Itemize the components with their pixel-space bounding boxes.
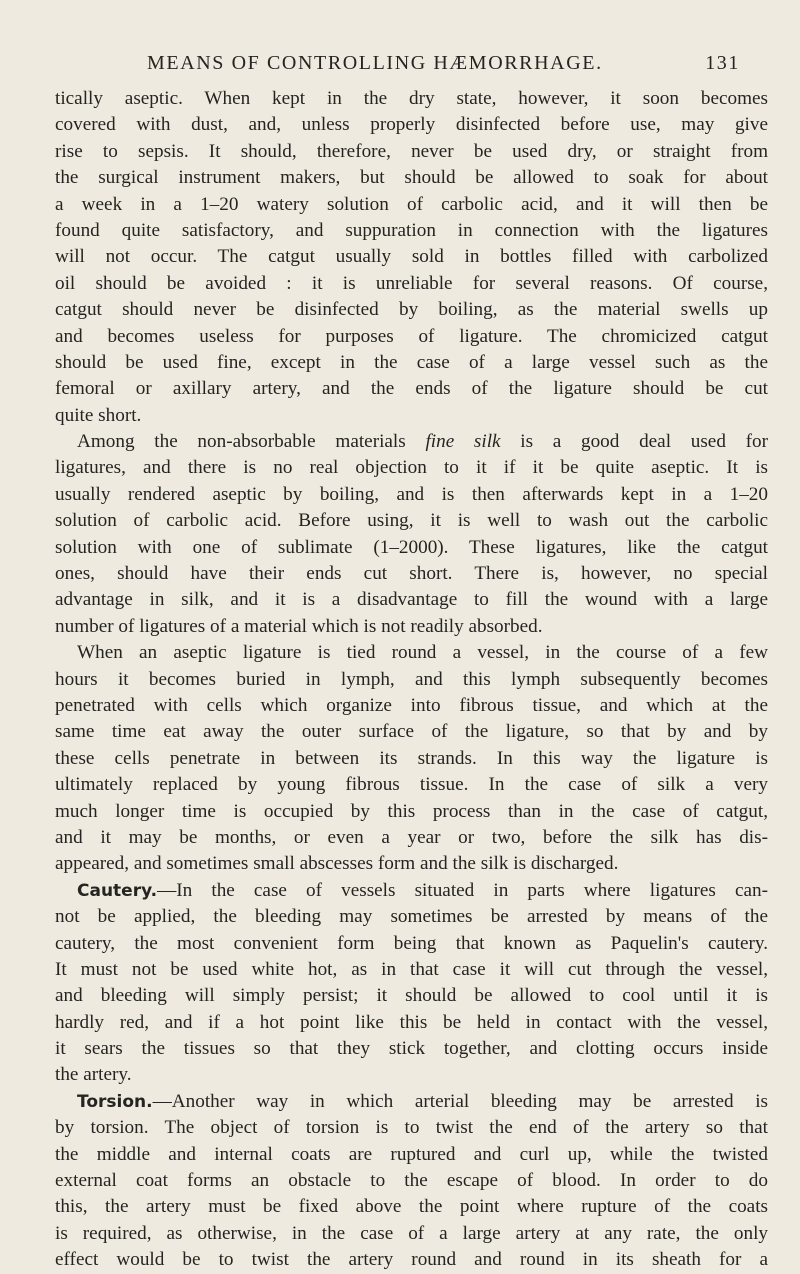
text-line [55, 1247, 768, 1273]
text-run: rise to sepsis. It should, therefore, never be used dry, or straight from [55, 140, 768, 162]
text-line [55, 112, 768, 138]
text-line [55, 218, 768, 244]
text-run: external coat forms an obstacle to the escape of blood. In order to do [55, 1170, 768, 1192]
section-heading-cautery: Cautery. [77, 880, 158, 901]
text-line [55, 904, 768, 930]
text-run: —In the case of vessels situated in parts where ligatures can- [157, 879, 768, 901]
text-line [55, 1168, 768, 1194]
text-line [55, 957, 768, 983]
text-run: and becomes useless for purposes of ligature. The chromicized catgut [55, 325, 768, 347]
text-run: catgut should never be disinfected by boiling, as the material swells up [55, 299, 768, 321]
text-line [55, 429, 768, 455]
text-line [55, 1010, 768, 1036]
text-line [55, 297, 768, 323]
text-line [55, 983, 768, 1009]
text-line [55, 1089, 768, 1115]
text-run: it sears the tissues so that they stick together, and clotting occurs inside [55, 1038, 768, 1060]
text-run: is a good deal used for [500, 431, 768, 453]
body-text [55, 86, 768, 1274]
text-run: femoral or axillary artery, and the ends of the ligature should be cut [55, 378, 768, 400]
text-run: ultimately replaced by young fibrous tissue. In the case of silk a very [55, 774, 768, 796]
running-head [55, 44, 768, 84]
text-run: number of ligatures of a material which is not readily absorbed. [55, 615, 543, 637]
text-line [55, 508, 768, 534]
text-run: oil should be avoided : it is unreliable for several reasons. Of course, [55, 272, 768, 294]
text-line [55, 746, 768, 772]
text-run: solution with one of sublimate (1–2000). These ligatures, like the catgut [55, 536, 768, 558]
text-run: the middle and internal coats are ruptured and curl up, while the twisted [55, 1143, 768, 1165]
text-run: same time eat away the outer surface of the ligature, so that by and by [55, 721, 768, 743]
text-line [55, 455, 768, 481]
text-line [55, 825, 768, 851]
text-run: usually rendered aseptic by boiling, and is then afterwards kept in a 1–20 [55, 483, 768, 505]
text-run: not be applied, the bleeding may sometimes be arrested by means of the [55, 906, 768, 928]
page-number: 131 [705, 52, 740, 74]
text-line [55, 271, 768, 297]
text-run: It must not be used white hot, as in that case it will cut through the vessel, [55, 958, 768, 980]
text-line [55, 667, 768, 693]
text-line [55, 482, 768, 508]
text-run: found quite satisfactory, and suppuration in connection with the ligatures [55, 219, 768, 241]
text-line [55, 614, 768, 640]
text-run: effect would be to twist the artery round and round in its sheath for a [55, 1249, 768, 1271]
text-line [55, 139, 768, 165]
text-line [55, 878, 768, 904]
text-line [55, 1062, 768, 1088]
text-line [55, 1036, 768, 1062]
text-run: hardly red, and if a hot point like this be held in contact with the vessel, [55, 1011, 768, 1033]
text-run: the artery. [55, 1064, 132, 1086]
text-run: and it may be months, or even a year or two, before the silk has dis- [55, 826, 768, 848]
text-run: When an aseptic ligature is tied round a vessel, in the course of a few [77, 642, 768, 664]
text-run: this, the artery must be fixed above the point where rupture of the coats [55, 1196, 768, 1218]
section-heading-torsion: Torsion. [77, 1091, 153, 1112]
text-run: should be used fine, except in the case of a large vessel such as the [55, 351, 768, 373]
text-line [55, 350, 768, 376]
text-run: Among the non-absorbable materials [77, 431, 426, 453]
text-line [55, 1221, 768, 1247]
text-run: is required, as otherwise, in the case of a large artery at any rate, the only [55, 1222, 768, 1244]
text-line [55, 1194, 768, 1220]
text-line [55, 1115, 768, 1141]
text-run: these cells penetrate in between its strands. In this way the ligature is [55, 747, 768, 769]
text-line [55, 192, 768, 218]
text-run: solution of carbolic acid. Before using, it is well to wash out the carbolic [55, 510, 768, 532]
text-run: tically aseptic. When kept in the dry state, however, it soon becomes [55, 88, 768, 109]
text-run: the surgical instrument makers, but should be allowed to soak for about [55, 167, 768, 189]
text-run: and bleeding will simply persist; it should be allowed to cool until it is [55, 985, 768, 1007]
text-run: ones, should have their ends cut short. There is, however, no special [55, 563, 768, 585]
text-run: —Another way in which arterial bleeding may be arrested is [152, 1090, 768, 1112]
text-run: ligatures, and there is no real objection to it if it be quite aseptic. It is [55, 457, 768, 479]
text-line [55, 851, 768, 877]
text-line [55, 772, 768, 798]
text-line [55, 561, 768, 587]
text-run: covered with dust, and, unless properly disinfected before use, may give [55, 114, 768, 136]
text-line [55, 719, 768, 745]
text-line [55, 693, 768, 719]
text-line [55, 324, 768, 350]
text-line [55, 931, 768, 957]
text-line [55, 587, 768, 613]
text-run: penetrated with cells which organize into fibrous tissue, and which at the [55, 694, 768, 716]
text-run: hours it becomes buried in lymph, and this lymph subsequently becomes [55, 668, 768, 690]
text-run: quite short. [55, 404, 142, 426]
text-run: much longer time is occupied by this process than in the case of catgut, [55, 800, 768, 822]
text-run: by torsion. The object of torsion is to twist the end of the artery so that [55, 1117, 768, 1139]
text-run: cautery, the most convenient form being that known as Paquelin's cautery. [55, 932, 768, 954]
text-run: a week in a 1–20 watery solution of carbolic acid, and it will then be [55, 193, 768, 215]
text-line [55, 376, 768, 402]
text-line [55, 1142, 768, 1168]
text-line [55, 403, 768, 429]
text-line [55, 86, 768, 112]
italic-phrase: fine silk [425, 431, 501, 453]
text-line [55, 244, 768, 270]
text-line [55, 535, 768, 561]
text-run: advantage in silk, and it is a disadvantage to fill the wound with a large [55, 589, 768, 611]
text-line [55, 799, 768, 825]
text-line [55, 165, 768, 191]
text-run: will not occur. The catgut usually sold in bottles filled with carbolized [55, 246, 768, 268]
text-line [55, 640, 768, 666]
running-title: MEANS OF CONTROLLING HÆMORRHAGE. [147, 52, 603, 74]
text-run: appeared, and sometimes small abscesses form and the silk is discharged. [55, 853, 619, 875]
